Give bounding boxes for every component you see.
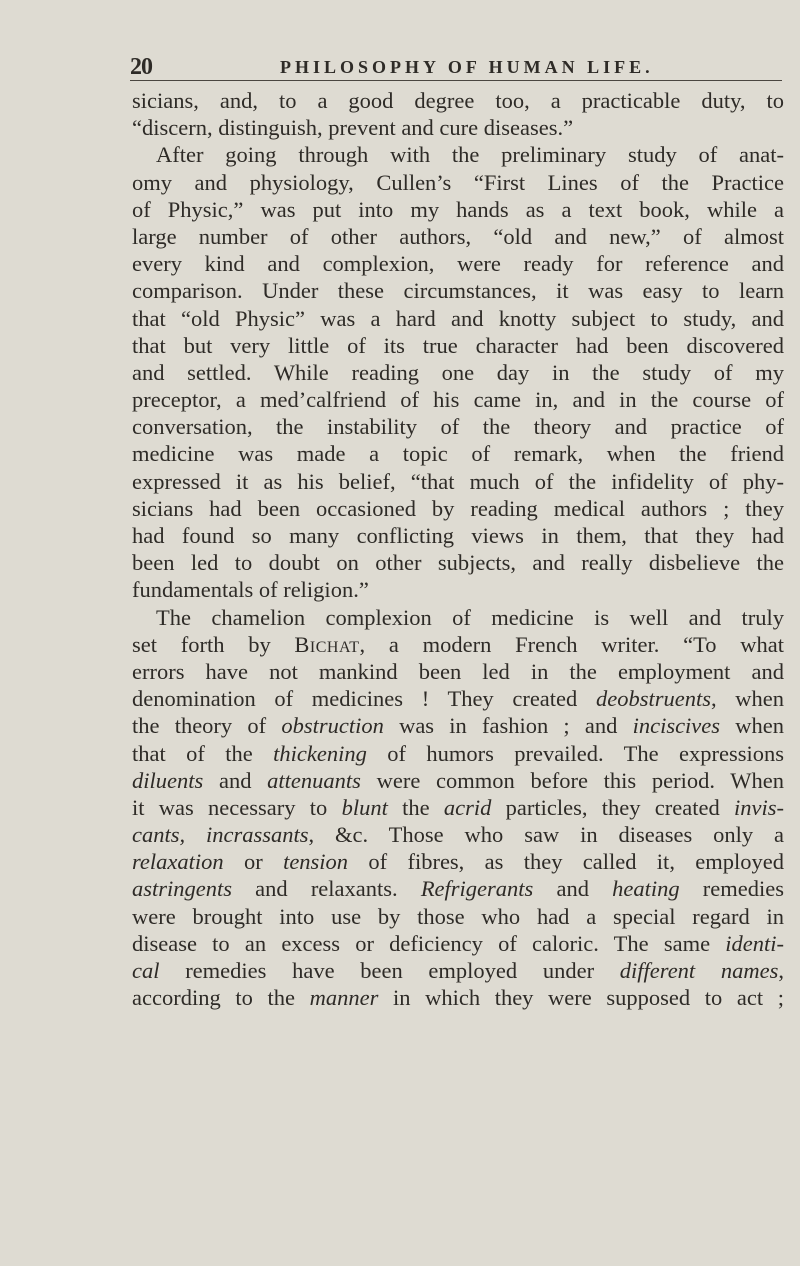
- text-segment: expressed it as his belief, “that much of the infidelity of phy-: [132, 468, 784, 494]
- text-line: [132, 277, 784, 304]
- italic-text: inciscives: [632, 713, 721, 739]
- text-segment: and: [203, 767, 268, 793]
- text-segment: every kind and complexion, were ready for reference and: [132, 251, 784, 277]
- italic-text: diluents: [132, 767, 204, 793]
- italic-text: blunt: [341, 794, 388, 820]
- text-segment: of Physic,” was put into my hands as a text book, while a: [132, 196, 784, 222]
- text-line: [132, 957, 784, 984]
- text-segment: that “old Physic” was a hard and knotty subject to study, and: [132, 305, 784, 331]
- italic-text: acrid: [443, 794, 492, 820]
- text-line: [132, 930, 784, 957]
- text-segment: and relaxants.: [232, 876, 421, 902]
- running-head: [130, 54, 782, 80]
- text-line: [132, 549, 784, 576]
- text-line: [132, 767, 784, 794]
- running-title: PHILOSOPHY OF HUMAN LIFE.: [280, 57, 654, 77]
- italic-text: tension: [283, 849, 349, 875]
- text-segment: conversation, the instability of the theory and practice of: [132, 414, 784, 440]
- text-segment: was in fashion ; and: [383, 713, 633, 739]
- text-line: [132, 712, 784, 739]
- text-line: [132, 658, 784, 685]
- text-segment: omy and physiology, Cullen’s “First Lines of the Practice: [132, 169, 784, 195]
- text-segment: After going through with the preliminary study of anat-: [156, 142, 784, 168]
- text-segment: when: [720, 713, 784, 739]
- text-segment: of fibres, as they called it, employed: [348, 849, 784, 875]
- italic-text: astringents: [132, 876, 233, 902]
- text-segment: and settled. While reading one day in the study of my: [132, 359, 784, 385]
- text-segment: sicians had been occasioned by reading medical authors ; they: [132, 495, 784, 521]
- text-segment: , &c. Those who saw in diseases only a: [308, 822, 784, 848]
- text-line: [132, 740, 784, 767]
- text-segment: ,: [778, 958, 784, 983]
- text-line: [132, 169, 784, 196]
- text-segment: were brought into use by those who had a special regard in: [132, 903, 784, 929]
- text-line: [132, 576, 784, 603]
- text-line: [132, 685, 784, 712]
- text-line: [132, 522, 784, 549]
- italic-text: thickening: [273, 740, 367, 766]
- text-segment: it was necessary to: [132, 794, 342, 820]
- italic-text: obstruction: [281, 713, 384, 739]
- text-segment: preceptor, a med’calfriend of his came in, and in the course of: [132, 387, 784, 413]
- header-rule: [130, 80, 782, 81]
- text-line: [132, 440, 784, 467]
- italic-text: attenuants: [267, 767, 361, 793]
- text-segment: remedies have been employed under: [159, 958, 620, 983]
- text-segment: or: [223, 849, 284, 875]
- text-segment: The chamelion complexion of medicine is well and truly: [156, 604, 784, 630]
- italic-text: cal: [132, 958, 160, 983]
- text-segment: medicine was made a topic of remark, when the friend: [132, 441, 784, 467]
- text-line: [132, 903, 784, 930]
- text-segment: “discern, distinguish, prevent and cure diseases.”: [132, 115, 574, 141]
- text-segment: disease to an excess or deficiency of caloric. The same: [132, 930, 726, 956]
- text-line: [132, 114, 784, 141]
- italic-text: invis-: [734, 794, 784, 820]
- italic-text: heating: [612, 876, 680, 902]
- text-line: [132, 223, 784, 250]
- text-line: [132, 305, 784, 332]
- text-line: [132, 196, 784, 223]
- text-segment: had found so many conflicting views in them, that they had: [132, 523, 784, 548]
- text-segment: fundamentals of religion.”: [132, 577, 369, 603]
- text-line: [132, 413, 784, 440]
- text-segment: large number of other authors, “old and new,” of almost: [132, 223, 784, 249]
- text-segment: that but very little of its true character had been discovered: [132, 332, 784, 358]
- text-line: [132, 250, 784, 277]
- text-line: [132, 984, 784, 1011]
- text-segment: remedies: [679, 876, 784, 902]
- text-segment: set forth by: [132, 631, 295, 657]
- text-line: [132, 604, 784, 631]
- page-number: 20: [130, 54, 152, 80]
- text-segment: in which they were supposed to act ;: [378, 985, 784, 1011]
- italic-text: different names: [619, 958, 779, 983]
- text-line: [132, 794, 784, 821]
- small-caps-text: Bichat: [294, 631, 360, 657]
- italic-text: Refrigerants: [420, 876, 534, 902]
- body-text: [132, 87, 784, 1011]
- text-line: [132, 875, 784, 902]
- text-segment: that of the: [132, 740, 274, 766]
- text-segment: the: [387, 794, 444, 820]
- text-line: [132, 87, 784, 114]
- text-line: [132, 141, 784, 168]
- text-segment: the theory of: [132, 713, 282, 739]
- italic-text: relaxation: [132, 849, 224, 875]
- text-segment: , a modern French writer. “To what: [359, 631, 784, 657]
- italic-text: cants, incrassants: [132, 822, 309, 848]
- italic-text: manner: [309, 985, 379, 1011]
- text-line: [132, 821, 784, 848]
- text-segment: sicians, and, to a good degree too, a practicable duty, to: [132, 88, 784, 113]
- text-line: [132, 468, 784, 495]
- text-segment: , when: [710, 686, 784, 712]
- text-segment: and: [533, 876, 613, 902]
- text-segment: denomination of medicines ! They created: [132, 686, 596, 712]
- text-line: [132, 495, 784, 522]
- text-segment: comparison. Under these circumstances, it was easy to learn: [132, 278, 784, 304]
- text-segment: errors have not mankind been led in the employment and: [132, 658, 784, 684]
- text-segment: were common before this period. When: [360, 767, 784, 793]
- text-line: [132, 359, 784, 386]
- text-line: [132, 631, 784, 658]
- italic-text: deobstruents: [595, 686, 711, 712]
- text-segment: of humors prevailed. The expressions: [366, 740, 784, 766]
- italic-text: identi-: [725, 930, 784, 956]
- text-segment: according to the: [132, 985, 310, 1011]
- text-line: [132, 848, 784, 875]
- text-segment: been led to doubt on other subjects, and really disbelieve the: [132, 550, 784, 576]
- text-segment: particles, they created: [491, 794, 734, 820]
- text-line: [132, 386, 784, 413]
- text-line: [132, 332, 784, 359]
